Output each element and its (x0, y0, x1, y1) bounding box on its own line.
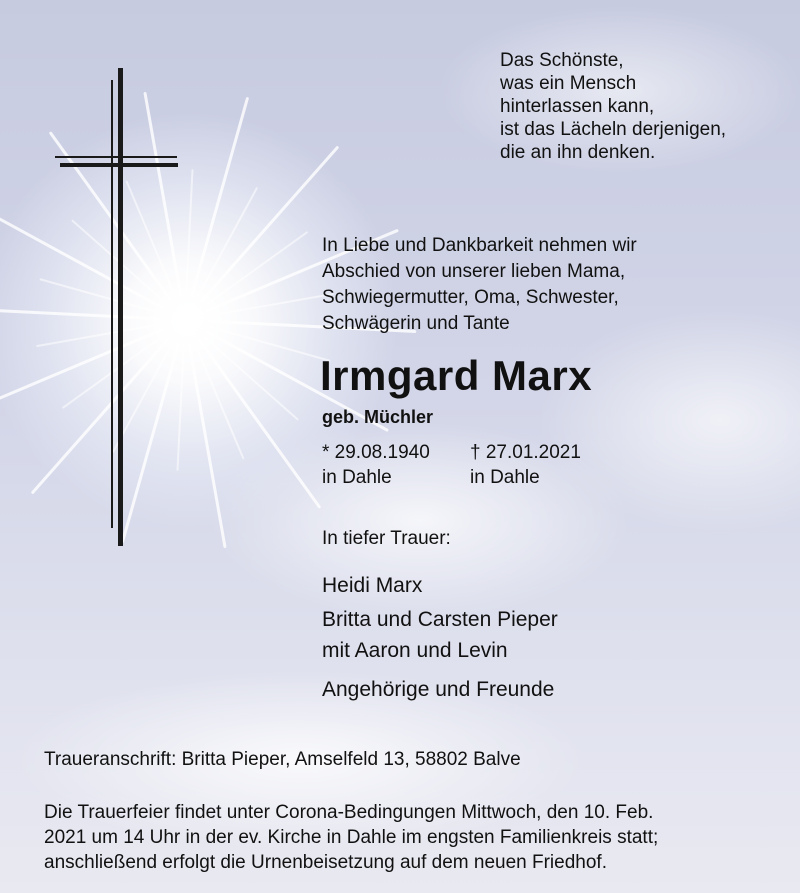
intro-line: Abschied von unserer lieben Mama, (322, 261, 626, 282)
mourner (322, 674, 554, 705)
mourner (322, 570, 422, 601)
maiden-name: geb. Müchler (322, 407, 434, 427)
intro-text (322, 233, 637, 337)
mourner-line: Britta und Carsten Pieper (322, 608, 558, 631)
poem-line: hinterlassen kann, (500, 96, 655, 117)
mourner-line: Angehörige und Freunde (322, 678, 555, 701)
service-line: 2021 um 14 Uhr in der ev. Kirche in Dahle im engsten Familienkreis statt; (44, 827, 659, 848)
death-place: in Dahle (470, 467, 540, 488)
mourning-address: Traueranschrift: Britta Pieper, Amselfeld 13, 58802 Balve (44, 749, 521, 770)
birth-date: * 29.08.1940 (322, 442, 430, 463)
intro-line: Schwägerin und Tante (322, 313, 510, 334)
service-line: Die Trauerfeier findet unter Corona-Bedingungen Mittwoch, den 10. Feb. (44, 802, 654, 823)
mourning-label: In tiefer Trauer: (322, 528, 451, 549)
intro-line: In Liebe und Dankbarkeit nehmen wir (322, 235, 637, 256)
poem-line: was ein Mensch (500, 73, 637, 94)
mourner (322, 604, 558, 666)
mourner-line: mit Aaron und Levin (322, 639, 508, 662)
poem-line: ist das Lächeln derjenigen, (500, 119, 727, 140)
mourner-line: Heidi Marx (322, 574, 423, 597)
poem-line: die an ihn denken. (500, 142, 656, 163)
birth-info (322, 440, 430, 490)
birth-place: in Dahle (322, 467, 392, 488)
intro-line: Schwiegermutter, Oma, Schwester, (322, 287, 619, 308)
service-notice (44, 800, 658, 875)
service-line: anschließend erfolgt die Urnenbeisetzung auf dem neuen Friedhof. (44, 852, 607, 873)
death-info (470, 440, 581, 490)
poem-line: Das Schönste, (500, 50, 624, 71)
death-date: † 27.01.2021 (470, 442, 581, 463)
deceased-name: Irmgard Marx (320, 352, 593, 399)
poem (500, 49, 726, 164)
